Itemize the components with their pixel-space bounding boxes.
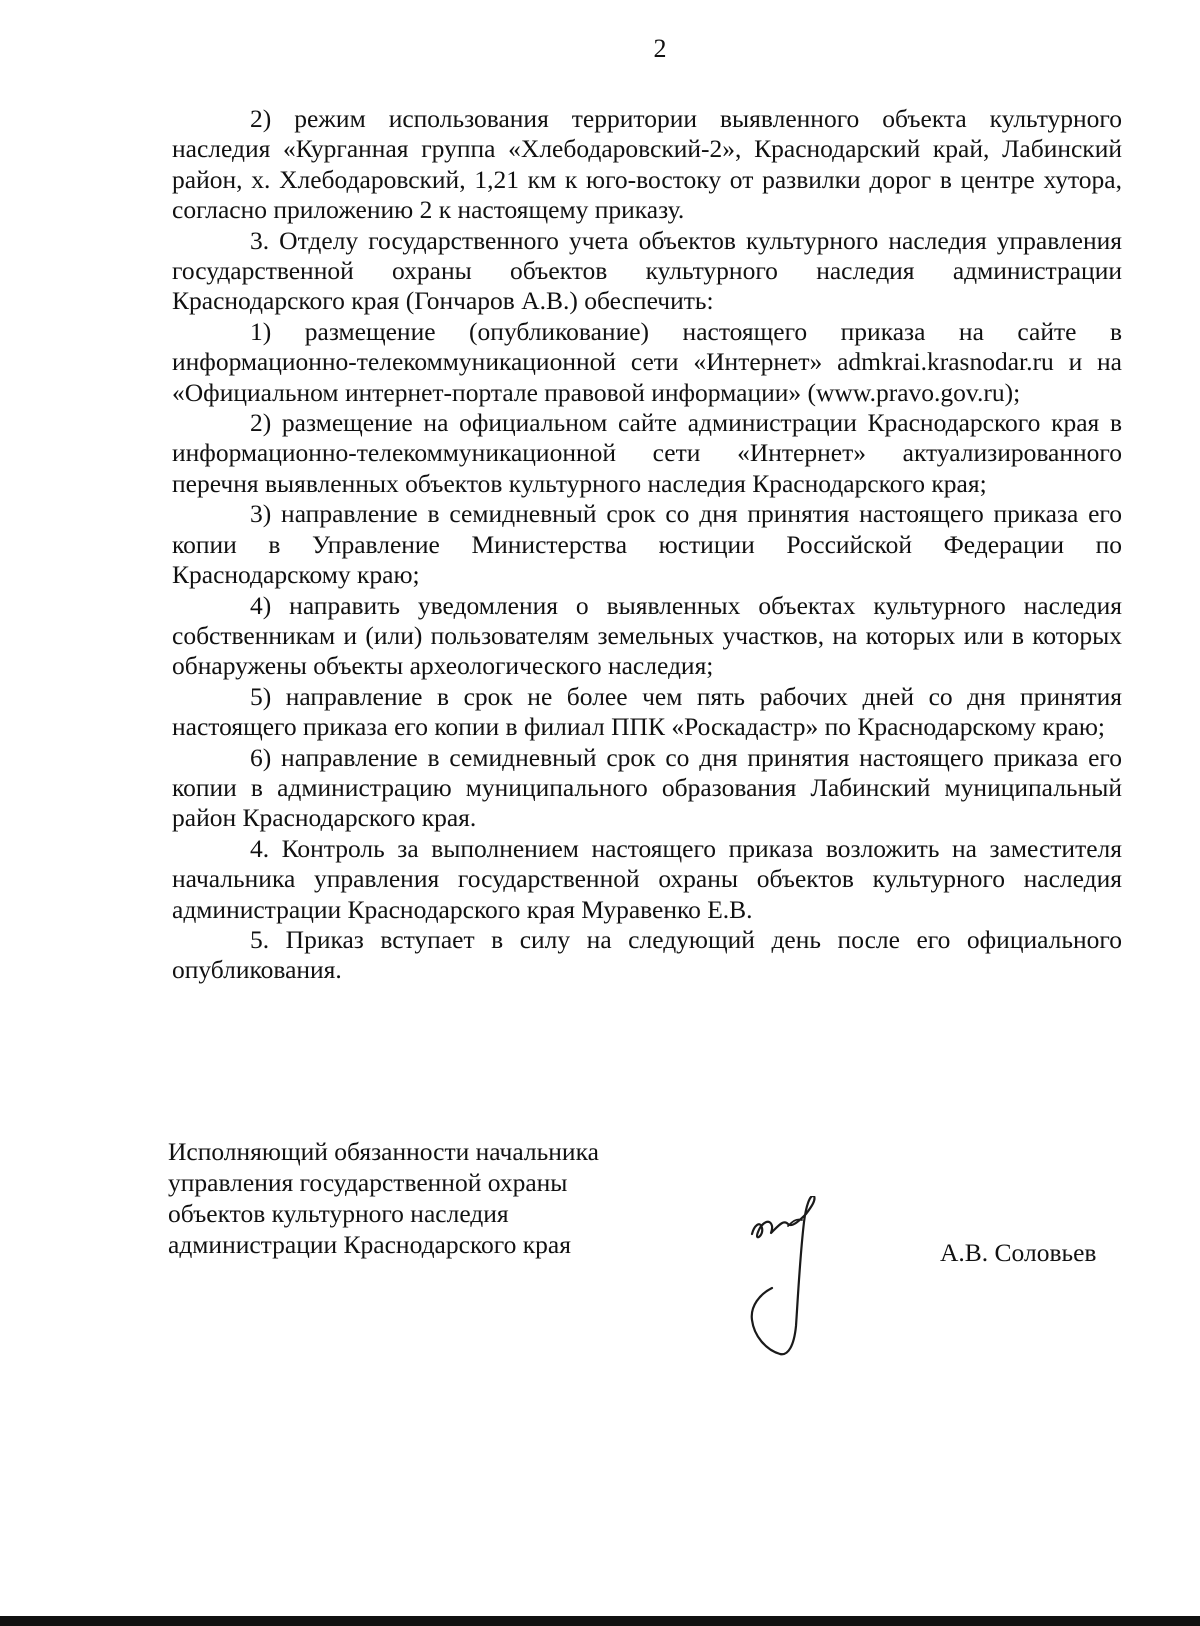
paragraph-item-3-1: 1) размещение (опубликование) настоящего приказа на сайте в информационно-телекоммуникационной сети «Интернет» admkrai.krasnodar.ru и на «Официальном интернет-портале правовой информации» (www.pravo.gov.ru); — [172, 316, 1122, 407]
scan-edge — [0, 1616, 1200, 1626]
paragraph-item-3: 3. Отделу государственного учета объектов культурного наследия управления государственной охраны объектов культурного наследия администрации Краснодарского края (Гончаров А.В.) обеспечить: — [172, 225, 1122, 316]
paragraph-item-4: 4. Контроль за выполнением настоящего приказа возложить на заместителя начальника управления государственной охраны объектов культурного наследия администрации Краснодарского края Муравенко Е.В. — [172, 833, 1122, 924]
paragraph-territory-regime: 2) режим использования территории выявленного объекта культурного наследия «Курганная группа «Хлебодаровский-2», Краснодарский край, Лабинский район, х. Хлебодаровский, 1,21 км к юго-востоку от развилки дорог в центре хутора, согласно приложению 2 к настоящему приказу. — [172, 104, 1122, 225]
signatory-name: А.В. Соловьев — [940, 1238, 1097, 1267]
signature-position-line: управления государственной охраны — [168, 1168, 568, 1197]
paragraph-item-5: 5. Приказ вступает в силу на следующий день после его официального опубликования. — [172, 924, 1122, 985]
handwritten-signature — [740, 1196, 850, 1366]
page-number: 2 — [653, 34, 667, 63]
signature-position — [168, 1136, 688, 1260]
document-body — [172, 104, 1122, 986]
signature-position-line: Исполняющий обязанности начальника — [168, 1137, 599, 1166]
signature-position-line: объектов культурного наследия — [168, 1199, 509, 1228]
paragraph-item-3-2: 2) размещение на официальном сайте администрации Краснодарского края в информационно-телекоммуникационной сети «Интернет» актуализированного перечня выявленных объектов культурного наследия Краснодарского края; — [172, 408, 1122, 498]
paragraph-item-3-3: 3) направление в семидневный срок со дня принятия настоящего приказа его копии в Управление Министерства юстиции Российской Федерации по Краснодарскому краю; — [172, 499, 1122, 590]
signature-position-line: администрации Краснодарского края — [168, 1230, 571, 1259]
paragraph-item-3-4: 4) направить уведомления о выявленных объектах культурного наследия собственникам и (или) пользователям земельных участков, на которых или в которых обнаружены объекты археологического наследия; — [172, 590, 1122, 681]
paragraph-item-3-6: 6) направление в семидневный срок со дня принятия настоящего приказа его копии в администрацию муниципального образования Лабинский муниципальный район Краснодарского края. — [172, 742, 1122, 833]
paragraph-item-3-5: 5) направление в срок не более чем пять рабочих дней со дня принятия настоящего приказа его копии в филиал ППК «Роскадастр» по Краснодарскому краю; — [172, 681, 1122, 742]
